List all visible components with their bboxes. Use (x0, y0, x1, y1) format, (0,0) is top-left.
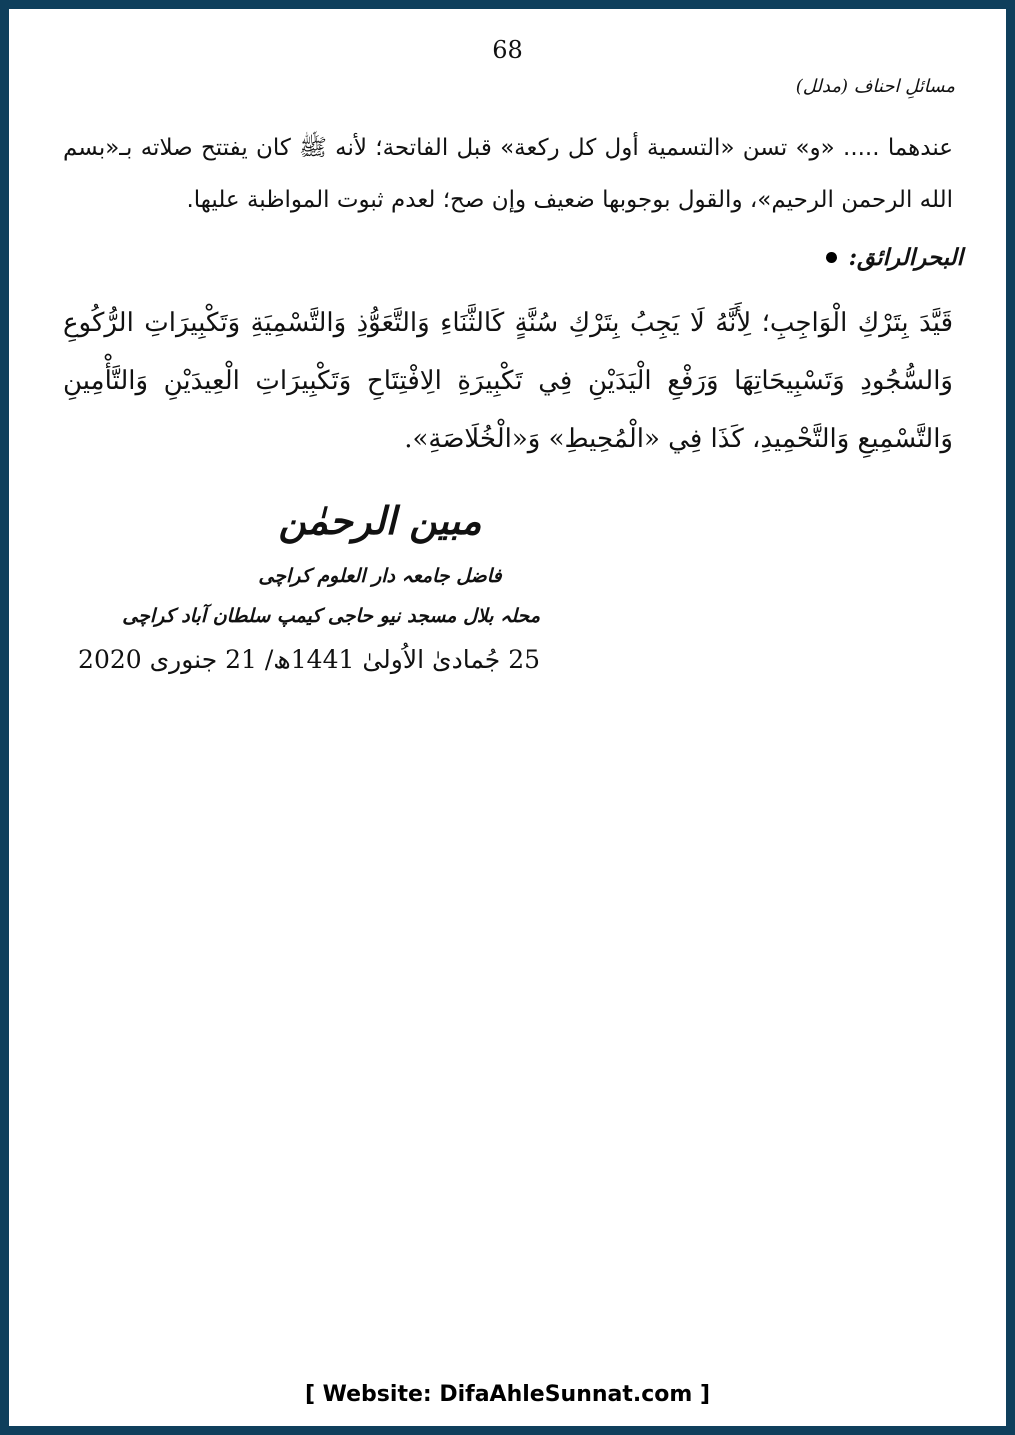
running-header: مسائلِ احناف (مدلل) (795, 76, 955, 97)
page-number: 68 (492, 36, 523, 64)
paragraph-2: قَيَّدَ بِتَرْكِ الْوَاجِبِ؛ لِأَنَّهُ لَا يَجِبُ بِتَرْكِ سُنَّةٍ كَالثَّنَاءِ وَالتَّعَوُّذِ وَالتَّسْمِيَةِ وَتَكْبِيرَاتِ الرُّكُوعِ وَالسُّجُودِ وَتَسْبِيحَاتِهَا وَرَفْعِ الْيَدَيْنِ فِي تَكْبِيرَةِ الِافْتِتَاحِ وَتَكْبِيرَاتِ الْعِيدَيْنِ وَالتَّأْمِينِ وَالتَّسْمِيعِ وَالتَّحْمِيدِ، كَذَا فِي «الْمُحِيطِ» وَ«الْخُلَاصَةِ». (63, 308, 953, 454)
section-heading: البحرالرائق: (848, 244, 963, 271)
section-heading-row (826, 244, 963, 271)
signature-date: 25 جُمادیٰ الاُولیٰ 1441ھ/ 21 جنوری 2020 (78, 645, 540, 674)
footer-website: [ Website: DifaAhleSunnat.com ] (304, 1382, 711, 1407)
signature-address: محلہ بلال مسجد نیو حاجی کیمپ سلطان آباد کراچی (122, 605, 540, 627)
paragraph-1: عندهما ..... «و» تسن «التسمية أول كل ركعة» قبل الفاتحة؛ لأنه ﷺ كان يفتتح صلاته بـ«بسم الله الرحمن الرحيم»، والقول بوجوبها ضعيف وإن صح؛ لعدم ثبوت المواظبة عليها. (63, 135, 953, 213)
signature-block (78, 498, 540, 674)
signature-affiliation: فاضل جامعہ دار العلوم کراچی (258, 565, 502, 587)
signature-name: مبین الرحمٰن (278, 498, 482, 543)
bullet-icon (826, 252, 837, 263)
